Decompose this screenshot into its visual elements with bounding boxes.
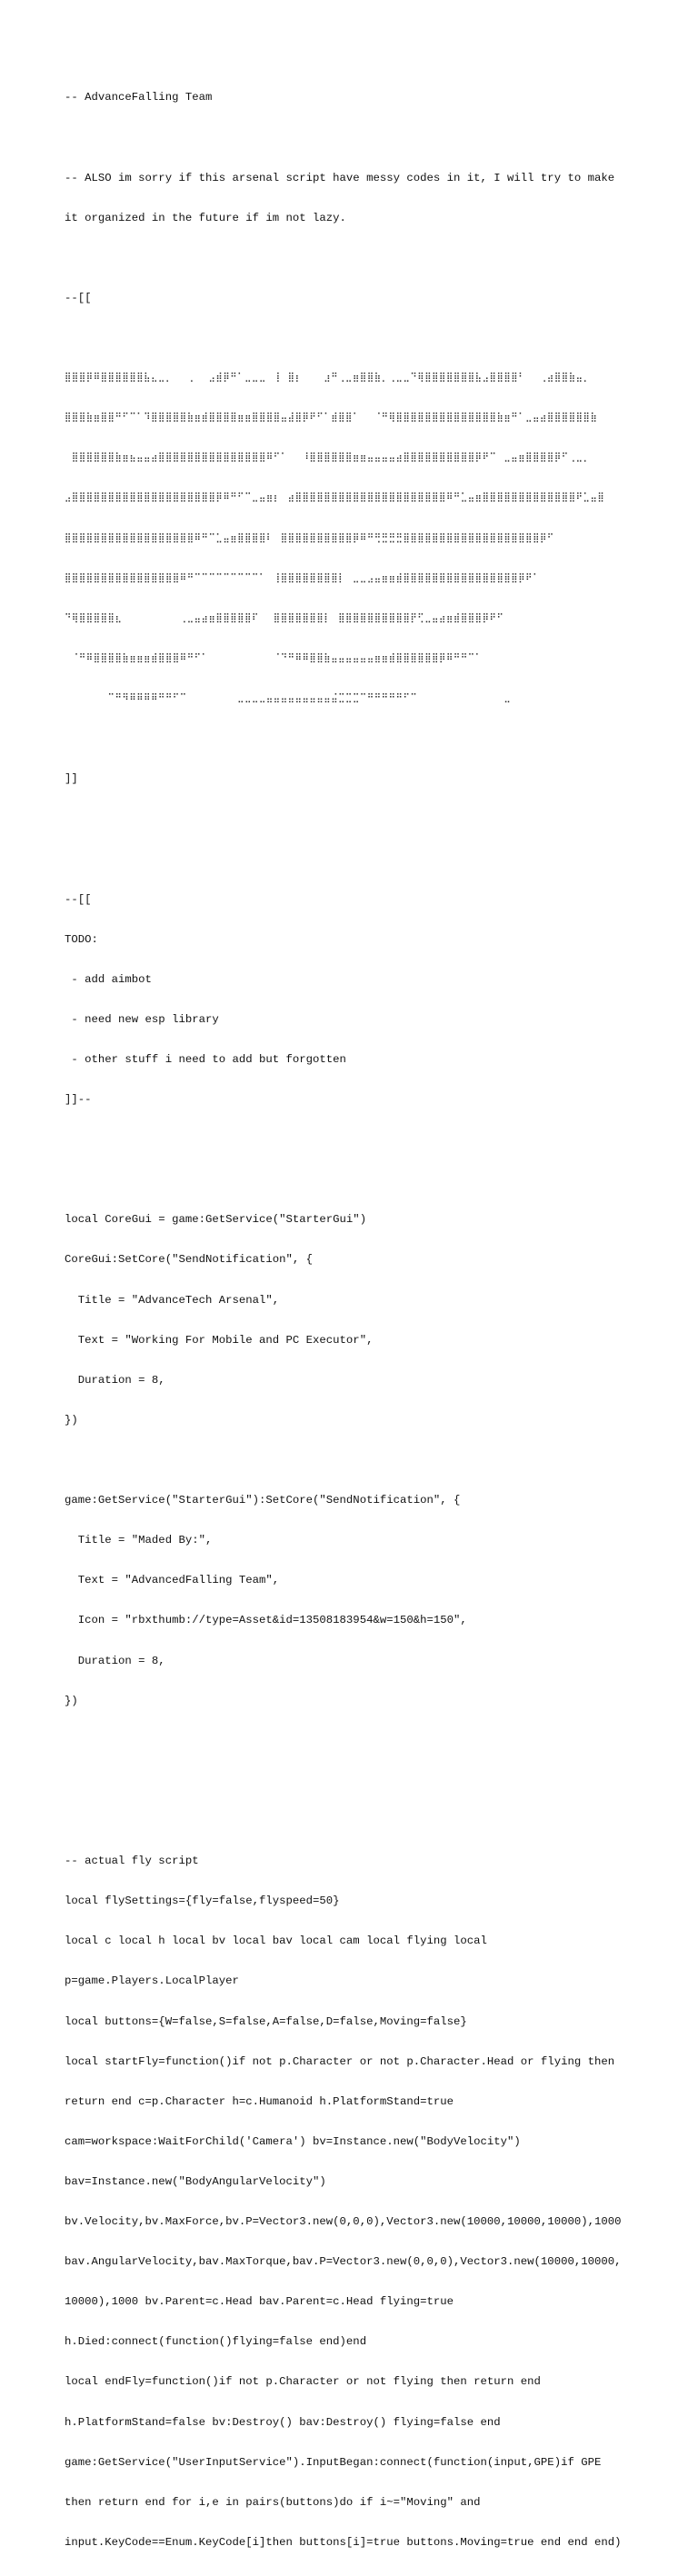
- blank-line: [65, 1815, 646, 1828]
- block-comment-open: --[[: [65, 291, 92, 304]
- code-line: }): [65, 1413, 78, 1427]
- code-line: local c local h local bv local bav local cam local flying local: [65, 1934, 487, 1948]
- code-line: then return end for i,e in pairs(buttons)do if i~="Moving" and: [65, 2495, 481, 2509]
- todo-heading: TODO:: [65, 932, 98, 946]
- ascii-art-row: ⣠⣿⣿⣿⣿⣿⣿⣿⣿⣿⣿⣿⣿⣿⣿⣿⣿⣿⣿⣿⣿⡿⠿⠛⠋⠉⣀⣤⣶⡆⠀⣴⣿⣿⣿⣿⣿⣿⣿⣿⣿⣿⣿⣿⣿⣿⣿⣿⣿⣿⣿⣿⣿⠿⠛⣁⣤⣶⣿⣿⣿⣿⣿⣿⣿⣿⣿⣿⣿⣿⣿⠟⣁⣤⣿: [65, 492, 605, 503]
- fly-script-comment: -- actual fly script: [65, 1855, 199, 1868]
- blank-line: [65, 132, 646, 145]
- code-line: local buttons={W=false,S=false,A=false,D=false,Moving=false}: [65, 2014, 467, 2028]
- blank-line: [65, 252, 646, 265]
- code-line: Title = "AdvanceTech Arsenal",: [65, 1293, 280, 1307]
- code-line: CoreGui:SetCore("SendNotification", {: [65, 1253, 314, 1267]
- comment-team-line: -- AdvanceFalling Team: [65, 91, 213, 104]
- code-line: game:GetService("UserInputService").InputBegan:connect(function(input,GPE)if GPE: [65, 2455, 602, 2469]
- code-line: bav.AngularVelocity,bav.MaxTorque,bav.P=Vector3.new(0,0,0),Vector3.new(10000,10000,: [65, 2255, 622, 2269]
- code-line: local endFly=function()if not p.Character or not flying then return end: [65, 2375, 541, 2389]
- todo-item: - other stuff i need to add but forgotten: [65, 1052, 346, 1066]
- ascii-art-row: ⣿⣿⣿⣿⣿⣿⣿⣿⣿⣿⣿⣿⣿⣿⣿⣿⣿⣿⠿⠛⠉⣁⣤⣶⣿⣿⣿⣿⠇⠀⣿⣿⣿⣿⣿⣿⣿⣿⣿⣿⡿⠿⠛⢛⣛⣛⣛⣿⣿⣿⣿⣿⣿⣿⣿⣿⣿⣿⣿⣿⣿⣿⣿⣿⣿⣿⡿⠋⠀: [65, 532, 562, 543]
- ascii-art-row: ⣿⣿⣿⡿⠿⣿⣿⣿⣿⣿⣿⣧⣄⣀⡀⠀⠀⢀⠀⠀⣠⣾⡿⠛⠁⣀⣀⣀⠀⢸⠀⣿⡆⠀⠀⠀⣰⠛⢀⣀⣶⣿⣿⣷⡀⢀⣀⣀⠙⢿⣿⣿⣿⣿⣿⣿⣿⣧⣠⣿⣿⣿⣿⠃⠀⠀⢀⣴⣿⣿⣷⣤⡀: [65, 373, 591, 383]
- code-line: bv.Velocity,bv.MaxForce,bv.P=Vector3.new(0,0,0),Vector3.new(10000,10000,10000),1000: [65, 2215, 622, 2229]
- blank-line: [65, 852, 646, 866]
- code-line: return end c=p.Character h=c.Humanoid h.PlatformStand=true: [65, 2094, 454, 2108]
- comment-apology-line: -- ALSO im sorry if this arsenal script have messy codes in it, I will try to make: [65, 171, 615, 184]
- todo-item: - add aimbot: [65, 972, 152, 986]
- code-line: Duration = 8,: [65, 1654, 165, 1667]
- blank-line: [65, 1454, 646, 1467]
- code-line: Icon = "rbxthumb://type=Asset&id=13508183954&w=150&h=150",: [65, 1614, 467, 1627]
- ascii-art-row: ⠙⢿⣿⣿⣿⣿⣿⣆⠀⠀⠀⠀⠀⠀⠀⠀⢀⣀⣤⣴⣶⣿⣿⣿⣿⣿⠏⠀⠀⣿⣿⣿⣿⣿⣿⣿⡇⠀⣿⣿⣿⣿⣿⣿⣿⣿⣿⣿⡟⢋⣀⣤⣴⣶⣾⣿⣿⣿⡿⠟⠋⠀⠀: [65, 612, 519, 623]
- blank-line: [65, 1735, 646, 1748]
- ascii-art-banner: [65, 345, 633, 732]
- todo-item: - need new esp library: [65, 1012, 219, 1026]
- code-line: bav=Instance.new("BodyAngularVelocity"): [65, 2174, 326, 2188]
- blank-line: [65, 812, 646, 826]
- ascii-art-row: ⠀⠈⠛⠿⣿⣿⣿⣿⣷⣶⣶⣶⣾⣿⣿⣿⠿⠛⠋⠁⠀⠀⠀⠀⠀⠀⠀⠀⠀⠈⠙⠛⠿⠿⣿⣿⣷⣤⣤⣤⣤⣤⣤⣶⣶⣾⣿⣿⣿⣿⣿⣿⡿⠿⠛⠛⠉⠁⠀⠀⠀⠀⠀⠀: [65, 652, 526, 663]
- code-line: h.PlatformStand=false bv:Destroy() bav:Destroy() flying=false end: [65, 2415, 501, 2429]
- ascii-art-row: ⠀⣿⣿⣿⣿⣿⣿⣷⣶⣦⣤⣤⣴⣿⣿⣿⣿⣿⣿⣿⣿⣿⣿⣿⣿⣿⣿⣿⠿⠋⠁⠀⠀⠸⣿⣿⣿⣿⣿⣿⣶⣶⣤⣤⣤⣤⣴⣿⣿⣿⣿⣿⣿⣿⣿⣿⣿⡿⠟⠉⠀⣀⣤⣶⣿⣿⣿⣿⡿⠋⢀⣀⡀: [65, 453, 591, 463]
- code-line: Title = "Maded By:",: [65, 1534, 213, 1547]
- ascii-art-row: ⣿⣿⣿⣷⣶⣿⣿⠛⠋⠉⠁⠹⣿⣿⣿⣿⣿⣷⣶⣾⣿⣿⣿⣿⣶⣶⣿⣿⣿⣿⣤⣼⣿⡿⠟⠋⠁⣾⣿⣿⠁⠀⠀⠈⠛⢿⣿⣿⣿⣿⣿⣿⣿⣿⣿⣿⣿⣿⣿⣿⣷⣶⠛⠁⣀⣤⣴⣿⣿⣿⣿⣿⣿⣷: [65, 413, 598, 423]
- todo-comment-close: ]]--: [65, 1093, 92, 1107]
- code-line: cam=workspace:WaitForChild('Camera') bv=Instance.new("BodyVelocity"): [65, 2134, 521, 2148]
- code-line: local CoreGui = game:GetService("StarterGui"): [65, 1213, 367, 1227]
- code-line: Text = "Working For Mobile and PC Executor",: [65, 1333, 374, 1347]
- blank-line: [65, 1775, 646, 1788]
- code-line: Text = "AdvancedFalling Team",: [65, 1574, 280, 1587]
- blank-line: [65, 1173, 646, 1187]
- ascii-art-row: ⣿⣿⣿⣿⣿⣿⣿⣿⣿⣿⣿⣿⣿⣿⣿⣿⠿⠛⠉⠉⠉⠉⠉⠉⠉⠉⠉⠁⠀⢸⣿⣿⣿⣿⣿⣿⣿⣿⡇⠀⣀⣀⣠⣤⣶⣶⣾⣿⣿⣿⣿⣿⣿⣿⣿⣿⣿⣿⣿⣿⣿⣿⣿⡿⠟⠁⠀: [65, 572, 547, 583]
- ascii-art-row: ⠀⠀⠀⠀⠀⠀⠉⠛⠻⠿⠿⠿⠿⠛⠛⠋⠉⠀⠀⠀⠀⠀⠀⠀⣀⣀⣀⣀⣤⣤⣤⣤⣤⣤⣤⣤⣤⣬⣉⣉⣉⠉⠛⠛⠛⠛⠛⠋⠉⠀⠀⠀⠀⠀⠀⠀⠀⠀⠀⠀⠀⣀: [65, 693, 512, 704]
- code-line: }): [65, 1694, 78, 1707]
- blank-line: [65, 1133, 646, 1147]
- block-comment-close: ]]: [65, 772, 78, 786]
- code-line: local flySettings={fly=false,flyspeed=50}: [65, 1895, 340, 1908]
- code-line: Duration = 8,: [65, 1373, 165, 1387]
- code-line: p=game.Players.LocalPlayer: [65, 1974, 239, 1988]
- todo-comment-open: --[[: [65, 892, 92, 906]
- comment-apology-line-2: it organized in the future if im not lazy.: [65, 211, 346, 224]
- code-line: input.KeyCode==Enum.KeyCode[i]then buttons[i]=true buttons.Moving=true end end end): [65, 2535, 622, 2549]
- code-line: 10000),1000 bv.Parent=c.Head bav.Parent=c.Head flying=true: [65, 2295, 454, 2309]
- script-text: [65, 65, 646, 2576]
- code-line: game:GetService("StarterGui"):SetCore("SendNotification", {: [65, 1494, 461, 1507]
- code-line: local startFly=function()if not p.Character or not p.Character.Head or flying then: [65, 2054, 615, 2068]
- code-line: h.Died:connect(function()flying=false end)end: [65, 2335, 367, 2349]
